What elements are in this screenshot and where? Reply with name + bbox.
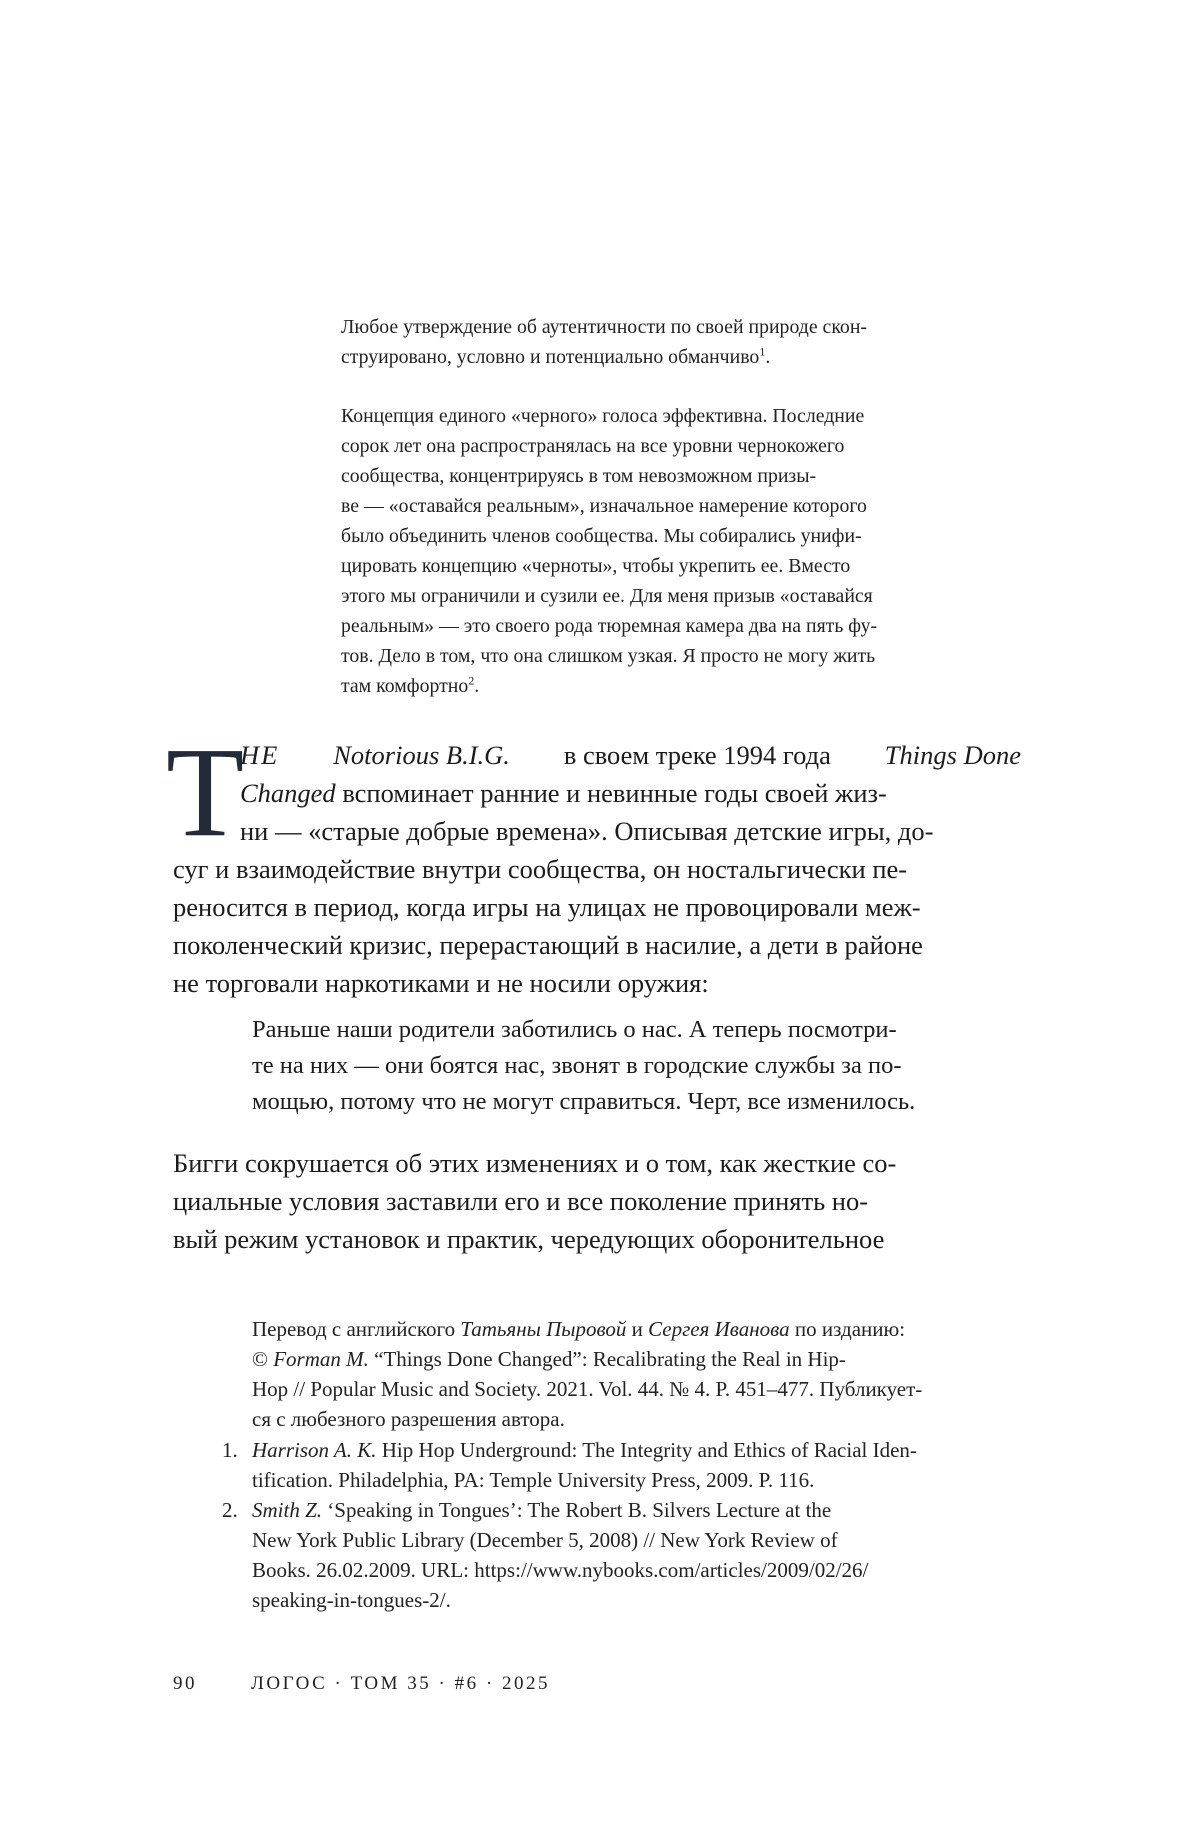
footnote-line: Hop // Popular Music and Society. 2021. Vol. 44. № 4. P. 451–477. Публикует-: [252, 1377, 923, 1401]
source-author: Forman M.: [273, 1347, 369, 1371]
epigraph-1-line: струировано, условно и потенциально обманчиво$^1$.: [341, 344, 771, 368]
block-quote: [252, 1012, 1021, 1120]
epigraph-1: [341, 312, 1021, 372]
body-line: не торговали наркотиками и не носили оружия:: [173, 968, 709, 998]
footnote-line: ся с любезного разрешения автора.: [252, 1407, 565, 1431]
body-line: суг и взаимодействие внутри сообщества, он ностальгически пе-: [173, 854, 908, 884]
body-line: реносится в период, когда игры на улицах не провоцировали меж-: [173, 892, 921, 922]
footnote-line: [252, 1555, 1021, 1585]
footnote-line: speaking-in-tongues-2/.: [252, 1588, 451, 1612]
epigraph-2-line: этого мы ограничили и сузили ее. Для меня призыв «оставайся: [341, 585, 873, 607]
track-title: Things Done: [884, 740, 1021, 770]
footnote-number: 2.: [222, 1498, 238, 1522]
body-line: ни — «старые добрые времена». Описывая детские игры, до-: [240, 816, 934, 846]
footnote-number: 1.: [222, 1438, 238, 1462]
body-line: Бигги сокрушается об этих изменениях и о том, как жесткие со-: [173, 1148, 897, 1178]
body-paragraph-1: [173, 736, 1021, 1002]
body-line: вый режим установок и практик, чередующих оборонительное: [173, 1224, 885, 1254]
epigraph-2-line: ве — «оставайся реальным», изначальное намерение которого: [341, 495, 867, 517]
track-title-cont: Changed: [240, 778, 336, 808]
epigraph-2-line: было объединить членов сообщества. Мы собирались унифи-: [341, 525, 862, 547]
footnote-author: Smith Z.: [252, 1498, 323, 1522]
copyright-symbol: ©: [252, 1347, 268, 1371]
journal-info: ЛОГОС · ТОМ 35 · #6 · 2025: [251, 1673, 550, 1694]
epigraph-2-line: реальным» — это своего рода тюремная камера два на пять фу-: [341, 615, 878, 637]
footnote-line: tification. Philadelphia, PA: Temple University Press, 2009. P. 116.: [252, 1468, 815, 1492]
epigraph-1-line: Любое утверждение об аутентичности по своей природе скон-: [341, 316, 867, 338]
quote-line: Раньше наши родители заботились о нас. А теперь посмотри-: [252, 1016, 897, 1043]
translator-name: Сергея Иванова: [648, 1317, 790, 1341]
epigraph-2-line: цировать концепцию «черноты», чтобы укрепить ее. Вместо: [341, 555, 851, 577]
footnote-line: New York Public Library (December 5, 2008) // New York Review of: [252, 1528, 838, 1552]
body-paragraph-2: [173, 1144, 1021, 1258]
quote-line: те на них — они боятся нас, звонят в городские службы за по-: [252, 1052, 902, 1079]
translation-note: [252, 1314, 1021, 1434]
footnote-2: [222, 1495, 1021, 1615]
artist-name: Notorious B.I.G.: [333, 740, 510, 770]
footnote-line: Smith Z. ‘Speaking in Tongues’: The Robert B. Silvers Lecture at the: [252, 1498, 832, 1522]
footnote-line: © Forman M. “Things Done Changed”: Recalibrating the Real in Hip-: [252, 1347, 846, 1371]
epigraph-2: [341, 401, 1021, 701]
body-line: циальные условия заставили его и все поколение принять но-: [173, 1186, 869, 1216]
quote-line: мощью, потому что не могут справиться. Черт, все изменилось.: [252, 1088, 916, 1115]
epigraph-2-line: сообщества, концентрируясь в том невозможном призы-: [341, 465, 817, 487]
footnote-url[interactable]: Books. 26.02.2009. URL: https://www.nybooks.com/articles/2009/02/26/: [252, 1558, 869, 1582]
epigraph-2-line: сорок лет она распространялась на все уровни чернокожего: [341, 435, 845, 457]
translator-name: Татьяны Пыровой: [460, 1317, 627, 1341]
footnote-1: [222, 1435, 1021, 1495]
body-line: HE Notorious B.I.G. в своем треке 1994 года Things Done: [240, 736, 1021, 774]
footnote-ref-1[interactable]: 1: [759, 344, 766, 359]
page-number: 90: [173, 1673, 197, 1694]
epigraph-2-line: Концепция единого «черного» голоса эффективна. Последние: [341, 405, 865, 427]
body-line: Changed вспоминает ранние и невинные годы своей жиз-: [240, 778, 887, 808]
smallcaps-the: HE: [240, 740, 280, 770]
epigraph-2-line: там комфортно$^2$.: [341, 673, 480, 697]
drop-cap: T: [166, 721, 245, 863]
body-line: поколенческий кризис, перерастающий в насилие, а дети в районе: [173, 930, 923, 960]
footnote-ref-2[interactable]: 2: [468, 673, 475, 688]
epigraph-2-line: тов. Дело в том, что она слишком узкая. Я просто не могу жить: [341, 645, 876, 667]
footnote-line: Harrison A. K. Hip Hop Underground: The Integrity and Ethics of Racial Iden-: [252, 1438, 917, 1462]
footnote-line: Перевод с английского Татьяны Пыровой и Сергея Иванова по изданию:: [252, 1317, 906, 1341]
footnote-author: Harrison A. K.: [252, 1438, 377, 1462]
